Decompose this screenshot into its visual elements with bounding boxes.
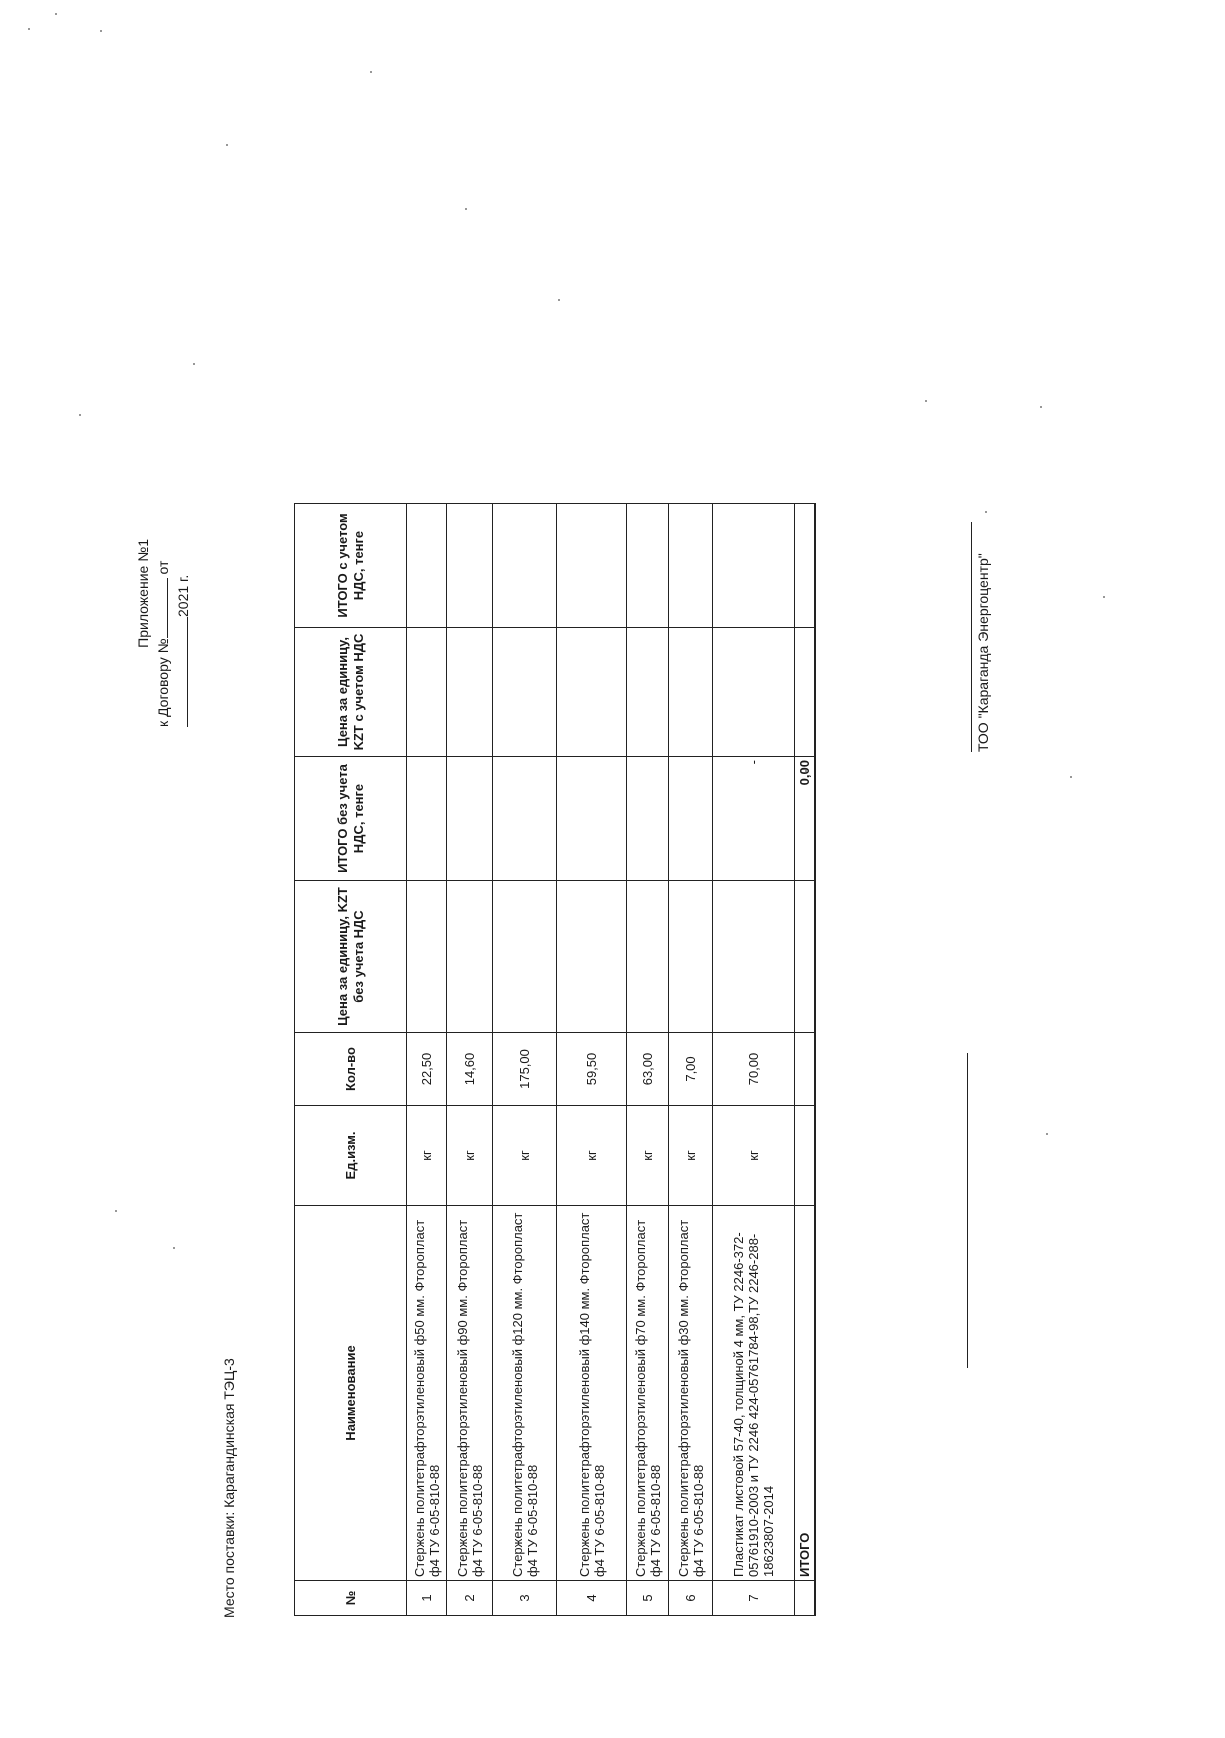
row-name: Стержень политетрафторэтиленовый ф70 мм. Фторопласт ф4 ТУ 6-05-810-88	[627, 1206, 669, 1581]
contract-prefix: к Договору №	[155, 638, 171, 727]
row-total	[557, 757, 627, 881]
delivery-place: Место поставки: Карагандинская ТЭЦ-3	[221, 1358, 237, 1618]
row-name: Стержень политетрафторэтиленовый ф120 мм. Фторопласт ф4 ТУ 6-05-810-88	[493, 1206, 557, 1581]
table-row	[627, 504, 669, 1616]
row-total	[669, 757, 713, 881]
row-price	[713, 881, 795, 1033]
col-header-price: Цена за единицу, KZT без учета НДС	[295, 881, 407, 1033]
col-header-name: Наименование	[295, 1206, 407, 1581]
row-num: 3	[493, 1581, 557, 1616]
row-qty: 14,60	[447, 1033, 493, 1106]
scan-speck	[465, 208, 467, 210]
scan-speck	[1070, 776, 1072, 778]
row-price-vat	[447, 628, 493, 757]
total-row-label: ИТОГО	[795, 1206, 815, 1581]
row-total	[447, 757, 493, 881]
row-name: Стержень политетрафторэтиленовый ф90 мм. Фторопласт ф4 ТУ 6-05-810-88	[447, 1206, 493, 1581]
col-header-total-vat: ИТОГО с учетом НДС, тенге	[295, 504, 407, 628]
total-row-qty	[795, 1033, 815, 1106]
table-total-row	[795, 504, 815, 1616]
signature-line-right	[971, 522, 972, 752]
scan-speck	[1046, 1133, 1048, 1135]
contract-date-line	[173, 497, 193, 727]
row-total-vat	[407, 504, 447, 628]
scan-speck	[115, 1210, 117, 1212]
row-total-vat	[557, 504, 627, 628]
row-price	[447, 881, 493, 1033]
scan-speck	[370, 71, 372, 73]
row-total: -	[713, 757, 795, 881]
col-header-unit: Ед.изм.	[295, 1106, 407, 1206]
row-total-vat	[447, 504, 493, 628]
row-total-vat	[669, 504, 713, 628]
contract-year: 2021 г.	[175, 574, 191, 617]
contract-line	[153, 497, 173, 727]
row-price	[493, 881, 557, 1033]
scan-speck	[558, 299, 560, 301]
row-price-vat	[713, 628, 795, 757]
row-price-vat	[627, 628, 669, 757]
row-name: Стержень политетрафторэтиленовый ф30 мм. Фторопласт ф4 ТУ 6-05-810-88	[669, 1206, 713, 1581]
row-price-vat	[407, 628, 447, 757]
row-num: 7	[713, 1581, 795, 1616]
row-price-vat	[493, 628, 557, 757]
row-unit: кг	[407, 1106, 447, 1206]
row-price	[557, 881, 627, 1033]
col-header-qty: Кол-во	[295, 1033, 407, 1106]
row-num: 5	[627, 1581, 669, 1616]
row-unit: кг	[447, 1106, 493, 1206]
scan-speck	[925, 400, 927, 402]
appendix-header	[133, 497, 193, 727]
table-row	[713, 504, 795, 1616]
row-qty: 63,00	[627, 1033, 669, 1106]
row-qty: 22,50	[407, 1033, 447, 1106]
row-num: 1	[407, 1581, 447, 1616]
table-row	[493, 504, 557, 1616]
scan-speck	[1103, 596, 1105, 598]
row-total	[493, 757, 557, 881]
total-row-unit	[795, 1106, 815, 1206]
total-row-price	[795, 881, 815, 1033]
items-table	[294, 503, 816, 1616]
contract-from: от	[155, 560, 171, 575]
row-name: Стержень политетрафторэтиленовый ф140 мм. Фторопласт ф4 ТУ 6-05-810-88	[557, 1206, 627, 1581]
row-name: Стержень политетрафторэтиленовый ф50 мм. Фторопласт ф4 ТУ 6-05-810-88	[407, 1206, 447, 1581]
table-row	[557, 504, 627, 1616]
total-row-price-vat	[795, 628, 815, 757]
row-total	[627, 757, 669, 881]
row-unit: кг	[713, 1106, 795, 1206]
table-header-row	[295, 504, 407, 1616]
col-header-total: ИТОГО без учета НДС, тенге	[295, 757, 407, 881]
row-unit: кг	[669, 1106, 713, 1206]
scan-speck	[226, 144, 228, 146]
row-total-vat	[493, 504, 557, 628]
row-price	[627, 881, 669, 1033]
row-qty: 175,00	[493, 1033, 557, 1106]
scan-speck	[79, 414, 81, 416]
row-qty: 59,50	[557, 1033, 627, 1106]
col-header-num: №	[295, 1581, 407, 1616]
total-row-num	[795, 1581, 815, 1616]
row-unit: кг	[557, 1106, 627, 1206]
row-total-vat	[627, 504, 669, 628]
scan-speck	[985, 511, 987, 513]
scan-speck	[28, 28, 30, 30]
signature-line-left	[967, 1053, 968, 1368]
table-row	[407, 504, 447, 1616]
total-row-total-vat	[795, 504, 815, 628]
scan-speck	[173, 1247, 175, 1249]
signatory-name: ТОО "Караганда Энергоцентр"	[975, 553, 991, 752]
scan-speck	[193, 363, 195, 365]
scan-speck	[100, 30, 102, 32]
row-num: 6	[669, 1581, 713, 1616]
row-total-vat	[713, 504, 795, 628]
table-row	[447, 504, 493, 1616]
row-price	[407, 881, 447, 1033]
row-unit: кг	[493, 1106, 557, 1206]
row-price-vat	[557, 628, 627, 757]
row-num: 2	[447, 1581, 493, 1616]
total-row-total: 0,00	[795, 757, 815, 881]
row-price	[669, 881, 713, 1033]
row-num: 4	[557, 1581, 627, 1616]
table-row	[669, 504, 713, 1616]
row-qty: 70,00	[713, 1033, 795, 1106]
row-unit: кг	[627, 1106, 669, 1206]
col-header-price-vat: Цена за единицу, KZT с учетом НДС	[295, 628, 407, 757]
row-price-vat	[669, 628, 713, 757]
contract-number-blank	[153, 578, 168, 638]
contract-date-blank	[173, 617, 188, 727]
scan-speck	[1040, 406, 1042, 408]
row-qty: 7,00	[669, 1033, 713, 1106]
row-name: Пластикат листовой 57-40, толщиной 4 мм, ТУ 2246-372-05761910-2003 и ТУ 2246 424-05761784-98,ТУ 2246-288-18623807-2014	[713, 1206, 795, 1581]
row-total	[407, 757, 447, 881]
appendix-title: Приложение №1	[135, 539, 151, 648]
scan-speck	[55, 13, 57, 15]
